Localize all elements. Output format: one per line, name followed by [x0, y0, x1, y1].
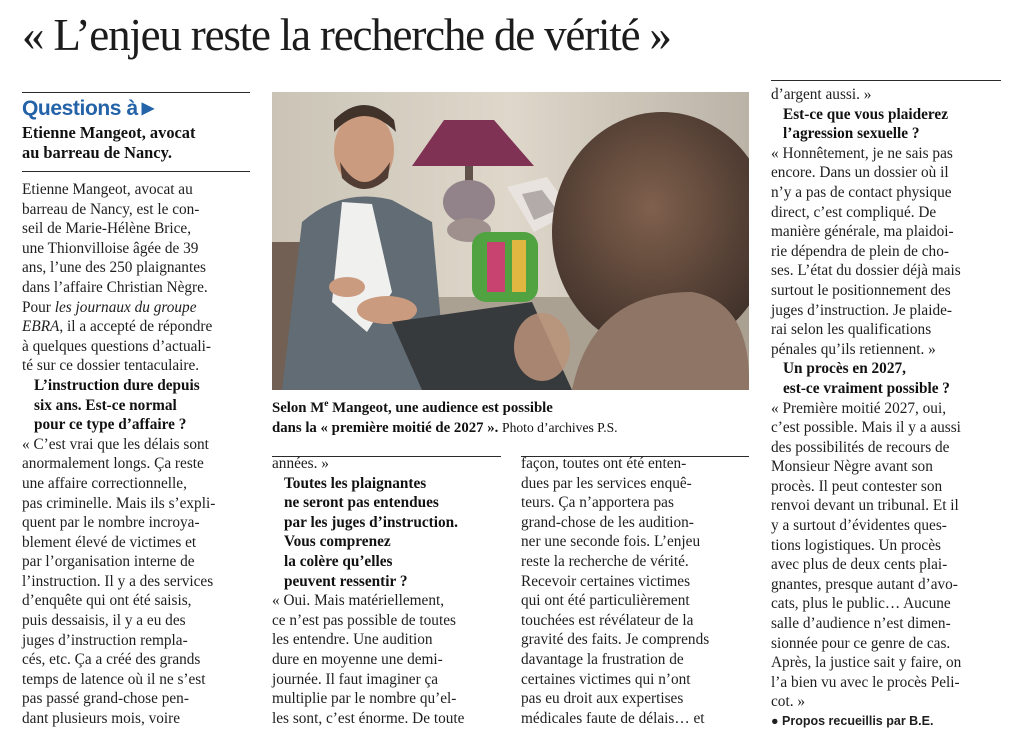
- text-column-1: [22, 180, 254, 729]
- body-text-line: n’y a pas de contact physique: [771, 183, 952, 201]
- box-bottom-rule: [22, 171, 250, 172]
- body-text-line: « Honnêtement, je ne sais pas: [771, 144, 953, 162]
- body-text-line: temps de latence où il ne s’est: [22, 670, 206, 688]
- body-text-line: années. »: [272, 455, 329, 472]
- body-text: Pour: [22, 298, 55, 316]
- body-text-line: y a surtout d’évidentes ques-: [771, 517, 947, 535]
- text-column-3: [521, 454, 753, 728]
- question-line: ne seront pas entendues: [284, 494, 439, 512]
- body-text-line: certaines victimes qui n’ont: [521, 670, 691, 688]
- caption-prefix: Selon M: [272, 399, 325, 416]
- body-text-line: à quelques questions d’actuali-: [22, 337, 212, 355]
- question-line: peuvent ressentir ?: [284, 572, 408, 590]
- body-text-line: [22, 317, 254, 337]
- body-text-line: multiplie par le nombre qu’el-: [272, 690, 457, 708]
- question-line: par les juges d’instruction.: [284, 513, 458, 531]
- body-text-line: pénales qu’ils retiennent. »: [771, 340, 936, 358]
- question-line: Est-ce que vous plaiderez: [783, 105, 949, 123]
- body-text-line: surtout le positionnement des: [771, 281, 951, 299]
- body-text-line: dant plusieurs mois, voire: [22, 710, 181, 728]
- body-text-line: encore. Dans un dossier où il: [771, 164, 949, 182]
- body-text-line: rie dépendra de plein de cho-: [771, 242, 949, 260]
- body-text-line: juges d’instruction rempla-: [22, 631, 188, 649]
- question-line: est-ce vraiment possible ?: [783, 379, 950, 397]
- body-text-line: té sur ce dossier tentaculaire.: [22, 357, 200, 375]
- body-text-line: touchées est révélateur de la: [521, 611, 694, 629]
- text-column-4: [771, 85, 1007, 731]
- body-text-line: blement élevé de victimes et: [22, 533, 197, 551]
- text-column-2: [272, 454, 504, 728]
- body-text-line: gnantes, presque autant d’avo-: [771, 575, 958, 593]
- body-text-line: davantage la frustration de: [521, 650, 684, 668]
- body-text-line: des possibilités de recours de: [771, 438, 950, 456]
- body-text-line: quent par le nombre incroya-: [22, 514, 200, 532]
- photo-credit: Photo d’archives P.S.: [502, 419, 618, 435]
- body-text-line: façon, toutes ont été enten-: [521, 455, 687, 472]
- signature-line: ● Propos recueillis par B.E.: [771, 714, 934, 728]
- body-text-line: Recevoir certaines victimes: [521, 572, 691, 590]
- question-line: six ans. Est-ce normal: [34, 396, 177, 414]
- body-text-line: renvoi devant un tribunal. Et il: [771, 497, 959, 515]
- body-text-line: juges d’instruction. Je plaide-: [771, 301, 952, 319]
- interviewee-line-1: Etienne Mangeot, avocat: [22, 123, 196, 142]
- body-text-line: dure en moyenne une demi-: [272, 650, 443, 668]
- body-text-line: « C’est vrai que les délais sont: [22, 435, 209, 453]
- body-text-line: dans l’affaire Christian Nègre.: [22, 278, 208, 296]
- body-text-line: puis dessaisis, il y a eu des: [22, 612, 186, 630]
- body-text-line: d’argent aussi. »: [771, 86, 872, 103]
- caption-line-2: [272, 418, 749, 438]
- body-text-line: médicales faute de délais… et: [521, 709, 705, 727]
- body-text-line: sionnée pour ce genre de cas.: [771, 634, 951, 652]
- body-text-line: « Première moitié 2027, oui,: [771, 399, 947, 417]
- interviewee-intro: [22, 123, 252, 163]
- body-text: , il a accepté de répondre: [59, 318, 213, 336]
- body-text-line: reste la recherche de vérité.: [521, 552, 689, 570]
- box-top-rule: [22, 92, 250, 93]
- question-line: Un procès en 2027,: [783, 360, 906, 378]
- body-text-line: par l’organisation interne de: [22, 553, 195, 571]
- body-text-line: manière générale, ma plaidoi-: [771, 223, 954, 241]
- body-text-line: Monsieur Nègre avant son: [771, 458, 933, 476]
- italic-text: les journaux du groupe: [54, 298, 197, 316]
- body-text-line: Après, la justice sait y faire, on: [771, 654, 962, 672]
- photo-illustration: [272, 92, 749, 390]
- body-text-line: direct, c’est compliqué. De: [771, 203, 937, 221]
- body-text-line: teurs. Ça n’apportera pas: [521, 494, 674, 512]
- body-text-line: cot. »: [771, 693, 805, 711]
- body-text-line: salle d’audience n’est dimen-: [771, 615, 951, 633]
- body-text-line: l’a bien vu avec le procès Peli-: [771, 673, 960, 691]
- caption-rest: Mangeot, une audience est possible: [328, 399, 553, 416]
- body-text-line: ans, l’une des 250 plaignantes: [22, 259, 206, 277]
- question-line: Vous comprenez: [284, 533, 391, 551]
- questions-a-label: Questions à: [22, 97, 138, 120]
- question-line: l’agression sexuelle ?: [783, 125, 920, 143]
- questions-a-title: [22, 97, 154, 121]
- question-line: pour ce type d’affaire ?: [34, 416, 187, 434]
- body-text-line: cés, etc. Ça a créé des grands: [22, 651, 201, 669]
- body-text-line: « Oui. Mais matériellement,: [272, 592, 445, 610]
- body-text-line: ce n’est pas possible de toutes: [272, 611, 456, 629]
- interviewee-line-2: au barreau de Nancy.: [22, 143, 172, 162]
- body-text-line: grand-chose de les audition-: [521, 513, 694, 531]
- body-text-line: une Thionvilloise âgée de 39: [22, 239, 199, 257]
- caption-line-1: [272, 395, 749, 418]
- body-text-line: pas criminelle. Mais ils s’expli-: [22, 494, 216, 512]
- caption-superscript: e: [324, 399, 329, 409]
- body-text-line: une affaire correctionnelle,: [22, 474, 187, 492]
- body-text-line: avec plus de deux cents plai-: [771, 556, 948, 574]
- body-text-line: Etienne Mangeot, avocat au: [22, 181, 193, 198]
- caption-line-2-text: dans la « première moitié de 2027 ».: [272, 419, 499, 436]
- body-text-line: cats, plus le public… Aucune: [771, 595, 951, 613]
- question-line: la colère qu’elles: [284, 552, 393, 570]
- body-text-line: procès. Il peut contester son: [771, 477, 943, 495]
- body-text-line: anormalement longs. Ça reste: [22, 455, 204, 473]
- question-line: L’instruction dure depuis: [34, 376, 200, 394]
- italic-text: EBRA: [22, 318, 60, 336]
- body-text-line: [22, 298, 254, 318]
- body-text-line: pas eu droit aux expertises: [521, 690, 684, 708]
- body-text-line: ner une seconde fois. L’enjeu: [521, 533, 701, 551]
- body-text-line: qui ont été particulièrement: [521, 592, 690, 610]
- body-text-line: seil de Marie-Hélène Brice,: [22, 220, 192, 238]
- body-text-line: les entendre. Une audition: [272, 631, 433, 649]
- photo-caption: [272, 395, 749, 438]
- body-text-line: gravité des faits. Je comprends: [521, 631, 710, 649]
- body-text-line: les sont, c’est énorme. De toute: [272, 709, 465, 727]
- play-arrow-icon: ▶: [141, 100, 154, 117]
- body-text-line: c’est possible. Mais il y a aussi: [771, 419, 961, 437]
- body-text-line: barreau de Nancy, est le con-: [22, 200, 200, 218]
- body-text-line: rai selon les qualifications: [771, 321, 932, 339]
- body-text-line: tions logistiques. Un procès: [771, 536, 941, 554]
- body-text-line: pas passé grand-chose pen-: [22, 690, 189, 708]
- body-text-line: l’instruction. Il y a des services: [22, 572, 214, 590]
- body-text-line: journée. Il faut imaginer ça: [272, 670, 439, 688]
- interview-photo: [272, 92, 749, 390]
- body-text-line: dues par les services enquê-: [521, 474, 692, 492]
- column-top-rule: [771, 80, 1001, 81]
- body-text-line: ses. L’état du dossier déjà mais: [771, 262, 961, 280]
- question-line: Toutes les plaignantes: [284, 474, 427, 492]
- article-headline: « L’enjeu reste la recherche de vérité »: [22, 10, 671, 60]
- body-text-line: d’enquête qui ont été saisis,: [22, 592, 192, 610]
